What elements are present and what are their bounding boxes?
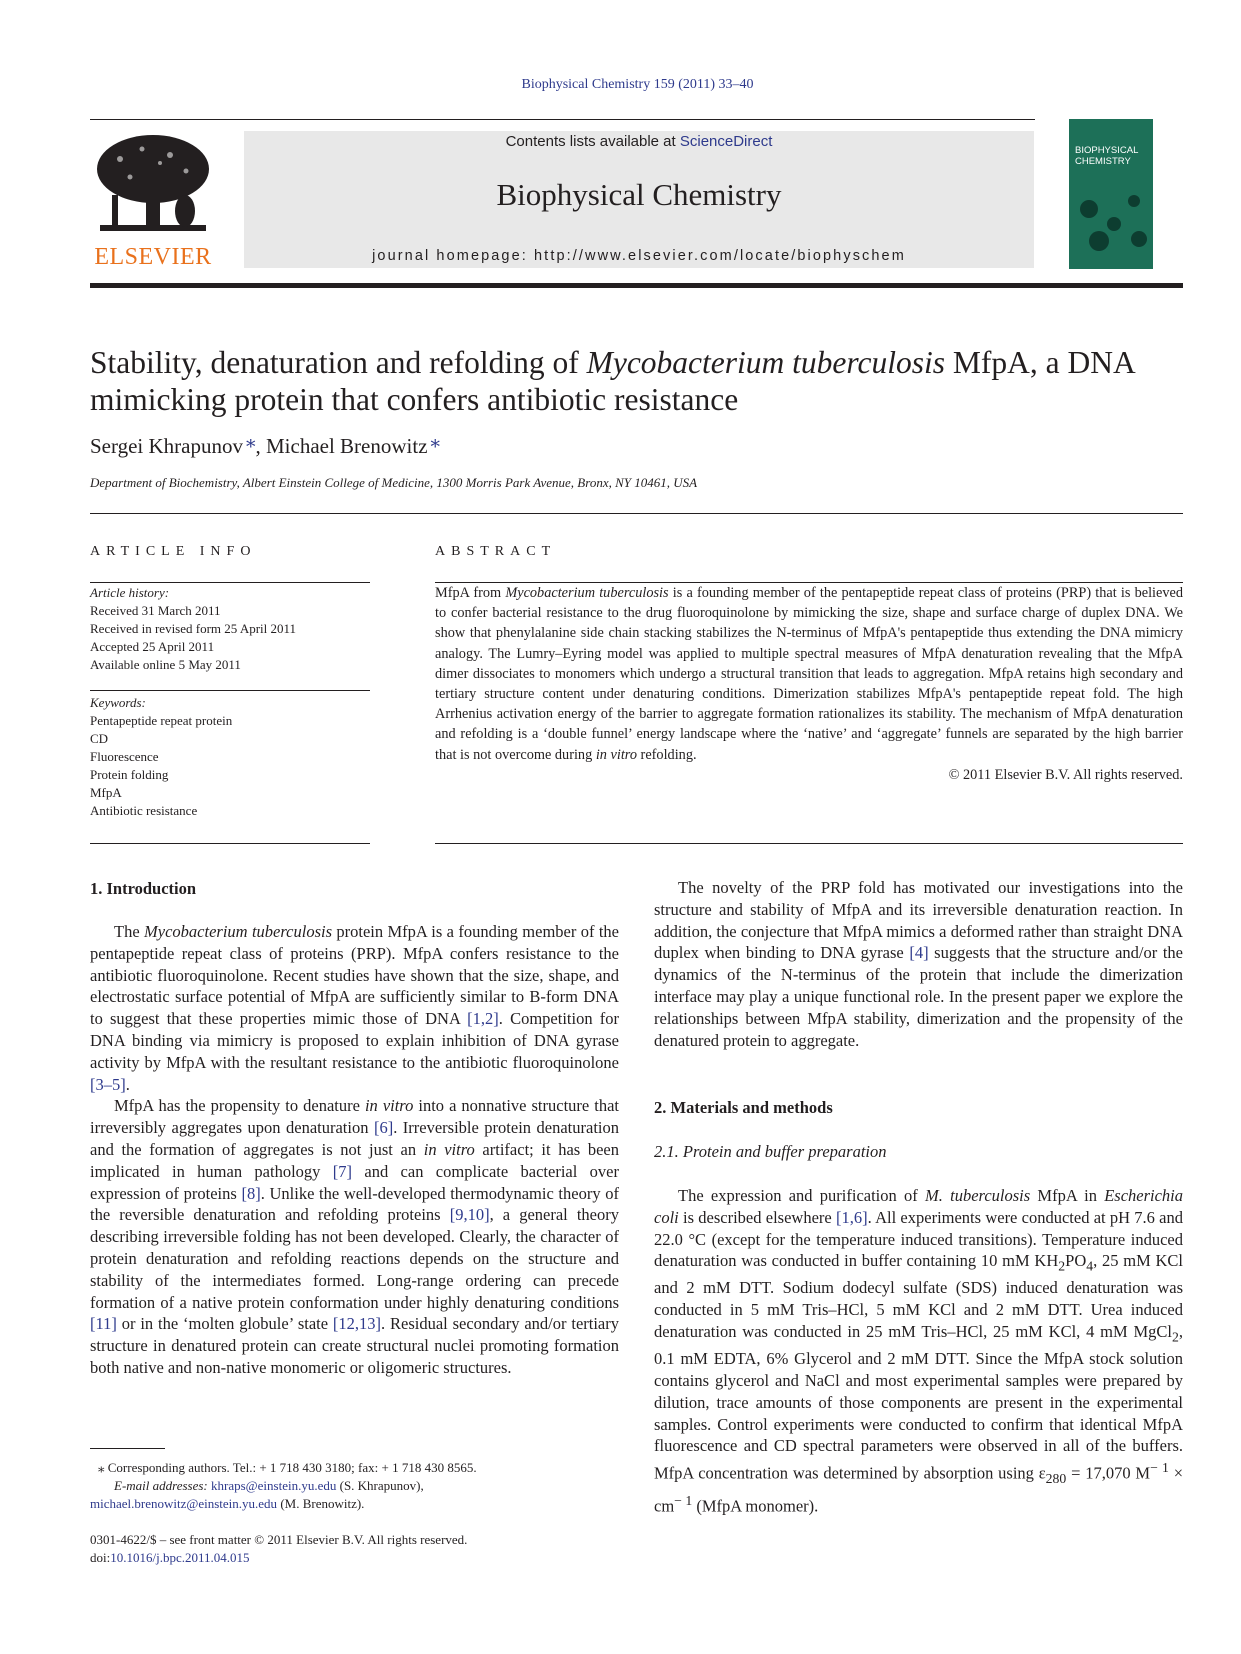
abstract-text: is a founding member of the pentapeptide repeat class of proteins (PRP) that is believed to confer bacterial resistance to the drug fluoroquinolone by mimicking the size, shape and surface charge of duplex DNA. We show that phenylalanine side chain stacking stabilizes the N-terminus of MfpA's pentapeptide thus extending the DNA mimicry analogy. The Lumry–Eyring model was applied to multiple spectral measures of MfpA denaturation revealing that the MfpA dimer dissociates to monomers which undergo a structural transition that leads to aggregation. MfpA retains high secondary and tertiary structure content under denaturing conditions. Dimerization stabilizes MfpA's pentapeptide repeat fold. The high Arrhenius activation energy of the barrier to aggregate formation rationalizes its stability. The mechanism of MfpA denaturation and refolding is a ‘double funnel’ energy landscape where the ‘native’ and ‘aggregate’ funnels are separated by the high barrier that is not overcome during (435, 585, 1184, 763)
article-info-heading: ARTICLE INFO (90, 544, 257, 559)
citation-link[interactable]: [11] (90, 1314, 117, 1334)
journal-homepage[interactable]: journal homepage: http://www.elsevier.com/locate/biophyschem (372, 248, 906, 264)
text: . Competition for DNA binding via mimicry is proposed to explain inhibition of DNA gyrase activity by MfpA with the resultant resistance to the antibiotic fluoroquinolone (90, 1009, 619, 1072)
citation-link[interactable]: [7] (332, 1161, 353, 1181)
right-column-methods (654, 1185, 1183, 1517)
journal-title: Biophysical Chemistry (496, 177, 782, 212)
history-item: Received 31 March 2011 (90, 603, 221, 618)
subscript: 2 (1172, 1329, 1179, 1345)
email-owner: (M. Brenowitz). (277, 1496, 365, 1511)
header-thick-rule (90, 283, 1183, 288)
issn-line: 0301-4622/$ – see front matter © 2011 Elsevier B.V. All rights reserved. (90, 1532, 468, 1547)
text: . All experiments were conducted at pH 7.6 and 22.0 °C (except for the temperature induced transitions). Temperature induced denaturation was conducted in buffer containing 10 mM KH (654, 1207, 1184, 1271)
text: , 0.1 mM EDTA, 6% Glycerol and 2 mM DTT. Since the MfpA stock solution contains glycerol and NaCl and most experimental samples were prepared by dilution, trace amounts of those components are present in the experimental samples. Control experiments were conducted to confirm that identical MfpA fluorescence and CD spectral parameters were observed in all of the buffers. MfpA concentration was determined by absorption using ε (654, 1322, 1183, 1483)
text: is described elsewhere (678, 1207, 836, 1227)
text: × cm (654, 1463, 1183, 1516)
paragraph (654, 1185, 1183, 1517)
journal-citation[interactable]: Biophysical Chemistry 159 (2011) 33–40 (521, 77, 754, 92)
title-text-1: Stability, denaturation and refolding of (90, 345, 587, 380)
text: suggests that the structure and/or the dynamics of the N-terminus of the protein that include the dimerization interface may play a unique functional role. In the present paper we explore the relationships between MfpA stability, dimerization and the propensity of the denatured protein to aggregate. (654, 943, 1183, 1050)
article-title (90, 344, 1183, 418)
footnote-emails-2 (90, 1495, 619, 1513)
abstract-italic: in vitro (595, 746, 637, 763)
article-history (90, 584, 370, 674)
paragraph (654, 877, 1183, 1051)
author-2-mark[interactable]: ⁎ (430, 431, 441, 452)
author-1: Sergei Khrapunov (90, 434, 243, 458)
abstract-bottom-rule (435, 843, 1183, 844)
subscript: 2 (1058, 1258, 1066, 1274)
italic-text: Escherichia coli (654, 1186, 1184, 1227)
italic-text: M. tuberculosis (925, 1186, 1031, 1205)
history-label: Article history: (90, 585, 170, 600)
text: MfpA in (1030, 1186, 1105, 1205)
citation-link[interactable]: [3–5] (90, 1074, 126, 1094)
article-info-rule (90, 582, 370, 583)
doi-link[interactable]: 10.1016/j.bpc.2011.04.015 (110, 1550, 250, 1565)
email-label: E-mail addresses: (114, 1478, 212, 1493)
cover-bubbles-image (1069, 179, 1153, 269)
italic-text: in vitro (364, 1096, 414, 1116)
email-link[interactable]: khraps@einstein.yu.edu (211, 1478, 337, 1493)
subscript: 280 (1045, 1470, 1067, 1486)
keyword: Fluorescence (90, 749, 159, 764)
section-heading-methods: 2. Materials and methods (654, 1098, 833, 1117)
text: PO (1065, 1251, 1087, 1271)
italic-text: Mycobacterium tuberculosis (144, 922, 332, 941)
doi-label: doi: (90, 1550, 111, 1565)
superscript: − 1 (674, 1492, 693, 1508)
elsevier-logo (90, 131, 216, 271)
footnote-contact: ⁎ Corresponding authors. Tel.: + 1 718 430 3180; fax: + 1 718 430 8565. (98, 1460, 477, 1475)
keyword: Pentapeptide repeat protein (90, 713, 233, 728)
author-2: Michael Brenowitz (266, 434, 428, 458)
right-column-intro (654, 877, 1183, 1051)
affiliation: Department of Biochemistry, Albert Einstein College of Medicine, 1300 Morris Park Avenue, Bronx, NY 10461, USA (90, 475, 698, 490)
sciencedirect-link[interactable]: ScienceDirect (679, 133, 773, 150)
text: The novelty of the PRP fold has motivated our investigations into the structure and stability of MfpA and its irreversible denaturation reaction. In addition, the conjecture that MfpA mimics a deformed rather than straight DNA duplex when binding to DNA gyrase (654, 878, 1183, 963)
text: artifact; it has been implicated in human pathology (90, 1139, 620, 1181)
keywords-rule (90, 690, 370, 691)
author-1-mark[interactable]: ⁎ (246, 431, 256, 452)
history-item: Accepted 25 April 2011 (90, 639, 215, 654)
text: . (125, 1074, 130, 1094)
corresponding-author-footnote (90, 1459, 619, 1513)
publisher-wordmark: ELSEVIER (94, 244, 212, 270)
citation-link[interactable]: [9,10] (449, 1205, 490, 1225)
text: , 25 mM KCl and 2 mM DTT. Sodium dodecyl sulfate (SDS) induced denaturation was conducted in 5 mM Tris–HCl, 5 mM KCl and 2 mM DTT. Urea induced denaturation was conducted in 25 mM Tris–HCl, 25 mM KCl, 4 mM MgCl (654, 1251, 1183, 1342)
email-owner: (S. Khrapunov), (336, 1478, 424, 1493)
footnote-emails (90, 1477, 619, 1495)
left-column (90, 921, 619, 1379)
history-item: Received in revised form 25 April 2011 (90, 621, 297, 636)
italic-text: in vitro (423, 1139, 475, 1159)
paragraph (90, 1095, 619, 1378)
cover-title: BIOPHYSICAL CHEMISTRY (1075, 145, 1139, 167)
paragraph (90, 921, 619, 1095)
text: into a nonnative structure that irreversibly aggregates upon denaturation (90, 1096, 619, 1138)
citation-link[interactable]: [1,6] (835, 1207, 868, 1227)
doi-line (90, 1549, 467, 1567)
email-link[interactable]: michael.brenowitz@einstein.yu.edu (90, 1496, 278, 1511)
abstract-italic: Mycobacterium tuberculosis (505, 585, 669, 601)
title-block-rule (90, 513, 1183, 514)
text: , a general theory describing irreversible folding has not been developed. Clearly, the character of protein denaturation and refolding reactions depends on the structure and stability of the intermediates formed. Long-range ordering can precede formation of a native protein conformation under highly denaturing conditions (90, 1205, 620, 1312)
citation-link[interactable]: [8] (241, 1183, 261, 1203)
abstract-text: MfpA from (435, 585, 506, 601)
copyright-notice: © 2011 Elsevier B.V. All rights reserved. (948, 766, 1183, 783)
keyword: CD (90, 731, 109, 746)
keyword: MfpA (90, 785, 122, 800)
text: The (114, 922, 145, 941)
section-heading-introduction: 1. Introduction (90, 879, 197, 898)
elsevier-tree-icon (90, 131, 216, 239)
text: protein MfpA is a founding member of the pentapeptide repeat class of proteins (PRP). MfpA confers resistance to the antibiotic fluoroquinolone. Recent studies have shown that the size, shape, and electrostatic surface potential of MfpA are sufficiently similar to B-form DNA to suggest that these properties mimic those of DNA (90, 922, 619, 1029)
superscript: − 1 (1150, 1460, 1169, 1476)
text: or in the ‘molten globule’ state (116, 1314, 333, 1334)
contents-prefix: Contents lists available at (505, 133, 680, 150)
citation-link[interactable]: [6] (373, 1118, 394, 1138)
citation-link[interactable]: [4] (909, 943, 929, 963)
subsection-heading: 2.1. Protein and buffer preparation (654, 1142, 887, 1161)
abstract-heading: ABSTRACT (435, 544, 557, 559)
citation-link[interactable]: [12,13] (332, 1314, 382, 1334)
citation-link[interactable]: [1,2] (467, 1009, 499, 1029)
contents-line (244, 133, 1034, 150)
article-info-bottom-rule (90, 843, 370, 844)
text: and can complicate bacterial over expression of proteins (90, 1161, 619, 1203)
abstract-body (435, 583, 1183, 785)
footnote-rule (90, 1448, 165, 1449)
title-text-2: MfpA, a DNA mimicking protein that confers antibiotic resistance (90, 345, 1134, 417)
keyword: Antibiotic resistance (90, 803, 198, 818)
text: . Unlike the well-developed thermodynamic theory of the reversible denaturation and refolding proteins (90, 1183, 619, 1225)
text: (MfpA monomer). (692, 1496, 819, 1516)
text: MfpA has the propensity to denature (114, 1096, 365, 1116)
author-list: Sergei Khrapunov ⁎, Michael Brenowitz ⁎ (90, 431, 441, 458)
title-italic: Mycobacterium tuberculosis (586, 345, 945, 380)
text: . Irreversible protein denaturation and the formation of aggregates is not just an (90, 1118, 619, 1159)
journal-banner (244, 131, 1034, 268)
text: . Residual secondary and/or tertiary structure in denatured protein can create structural nuclei promoting formation both native and non-native monomeric or oligomeric structures. (90, 1314, 620, 1377)
subscript: 4 (1086, 1258, 1094, 1274)
header-top-rule (90, 119, 1035, 120)
keywords-list (90, 694, 370, 820)
text: = 17,070 M (1066, 1463, 1151, 1483)
history-item: Available online 5 May 2011 (90, 657, 241, 672)
abstract-text: refolding. (636, 746, 697, 763)
text: The expression and purification of (678, 1186, 926, 1205)
keywords-label: Keywords: (90, 695, 146, 710)
page-footer (90, 1531, 467, 1567)
journal-cover (1069, 119, 1153, 269)
keyword: Protein folding (90, 767, 169, 782)
